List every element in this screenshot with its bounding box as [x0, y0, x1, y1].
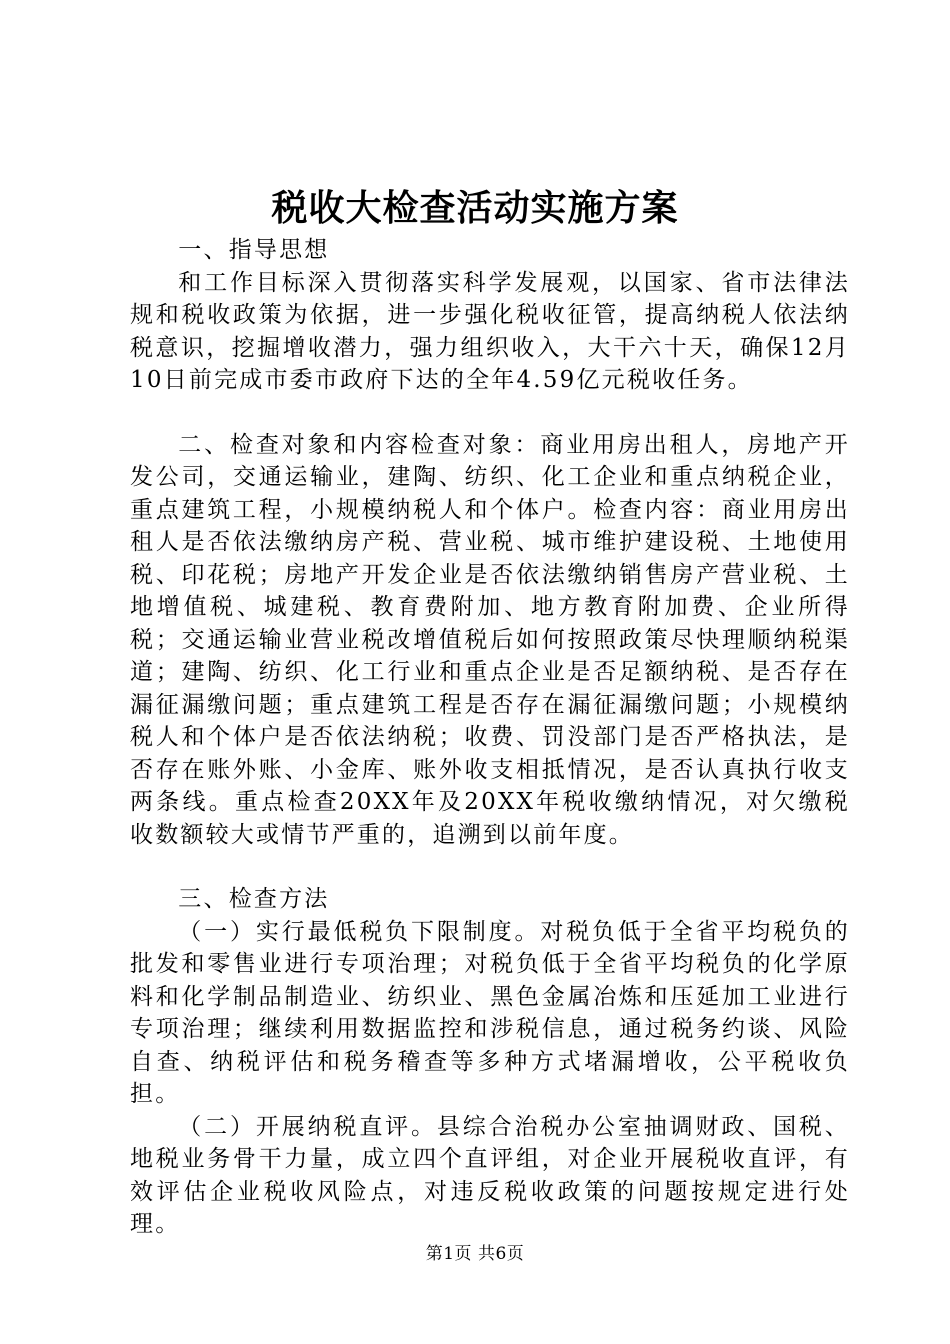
paragraph-gap: [130, 397, 850, 429]
paragraph-gap: [130, 851, 850, 883]
section-1-heading: 一、指导思想: [178, 237, 330, 263]
document-body: [130, 234, 850, 1241]
section-2-paragraph: 二、检查对象和内容检查对象：商业用房出租人，房地产开发公司，交通运输业，建陶、纺织、化工企业和重点纳税企业，重点建筑工程，小规模纳税人和个体户。检查内容：商业用房出租人是否依法缴纳房产税、营业税、城市维护建设税、土地使用税、印花税；房地产开发企业是否依法缴纳销售房产营业税、土地增值税、城建税、教育费附加、地方教育附加费、企业所得税；交通运输业营业税改增值税后如何按照政策尽快理顺纳税渠道；建陶、纺织、化工行业和重点企业是否足额纳税、是否存在漏征漏缴问题；重点建筑工程是否存在漏征漏缴问题；小规模纳税人和个体户是否依法纳税；收费、罚没部门是否严格执法，是否存在账外账、小金库、账外收支相抵情况，是否认真执行收支两条线。重点检查20XX年及20XX年税收缴纳情况，对欠缴税收数额较大或情节严重的，追溯到以前年度。: [130, 431, 850, 848]
document-title: 税收大检查活动实施方案: [271, 187, 679, 229]
section-3-item-2: （二）开展纳税直评。县综合治税办公室抽调财政、国税、地税业务骨干力量，成立四个直评组，对企业开展税收直评，有效评估企业税收风险点，对违反税收政策的问题按规定进行处理。: [130, 1113, 850, 1237]
section-3-heading: 三、检查方法: [178, 886, 330, 912]
section-1-paragraph: 和工作目标深入贯彻落实科学发展观，以国家、省市法律法规和税收政策为依据，进一步强化税收征管，提高纳税人依法纳税意识，挖掘增收潜力，强力组织收入，大干六十天，确保12月10日前完成市委市政府下达的全年4.59亿元税收任务。: [130, 269, 850, 393]
section-3-item-1: （一）实行最低税负下限制度。对税负低于全省平均税负的批发和零售业进行专项治理；对税负低于全省平均税负的化学原料和化学制品制造业、纺织业、黑色金属冶炼和压延加工业进行专项治理；继续利用数据监控和涉税信息，通过税务约谈、风险自查、纳税评估和税务稽查等多种方式堵漏增收，公平税收负担。: [130, 918, 850, 1107]
page-footer: 第1页 共6页: [425, 1244, 525, 1264]
